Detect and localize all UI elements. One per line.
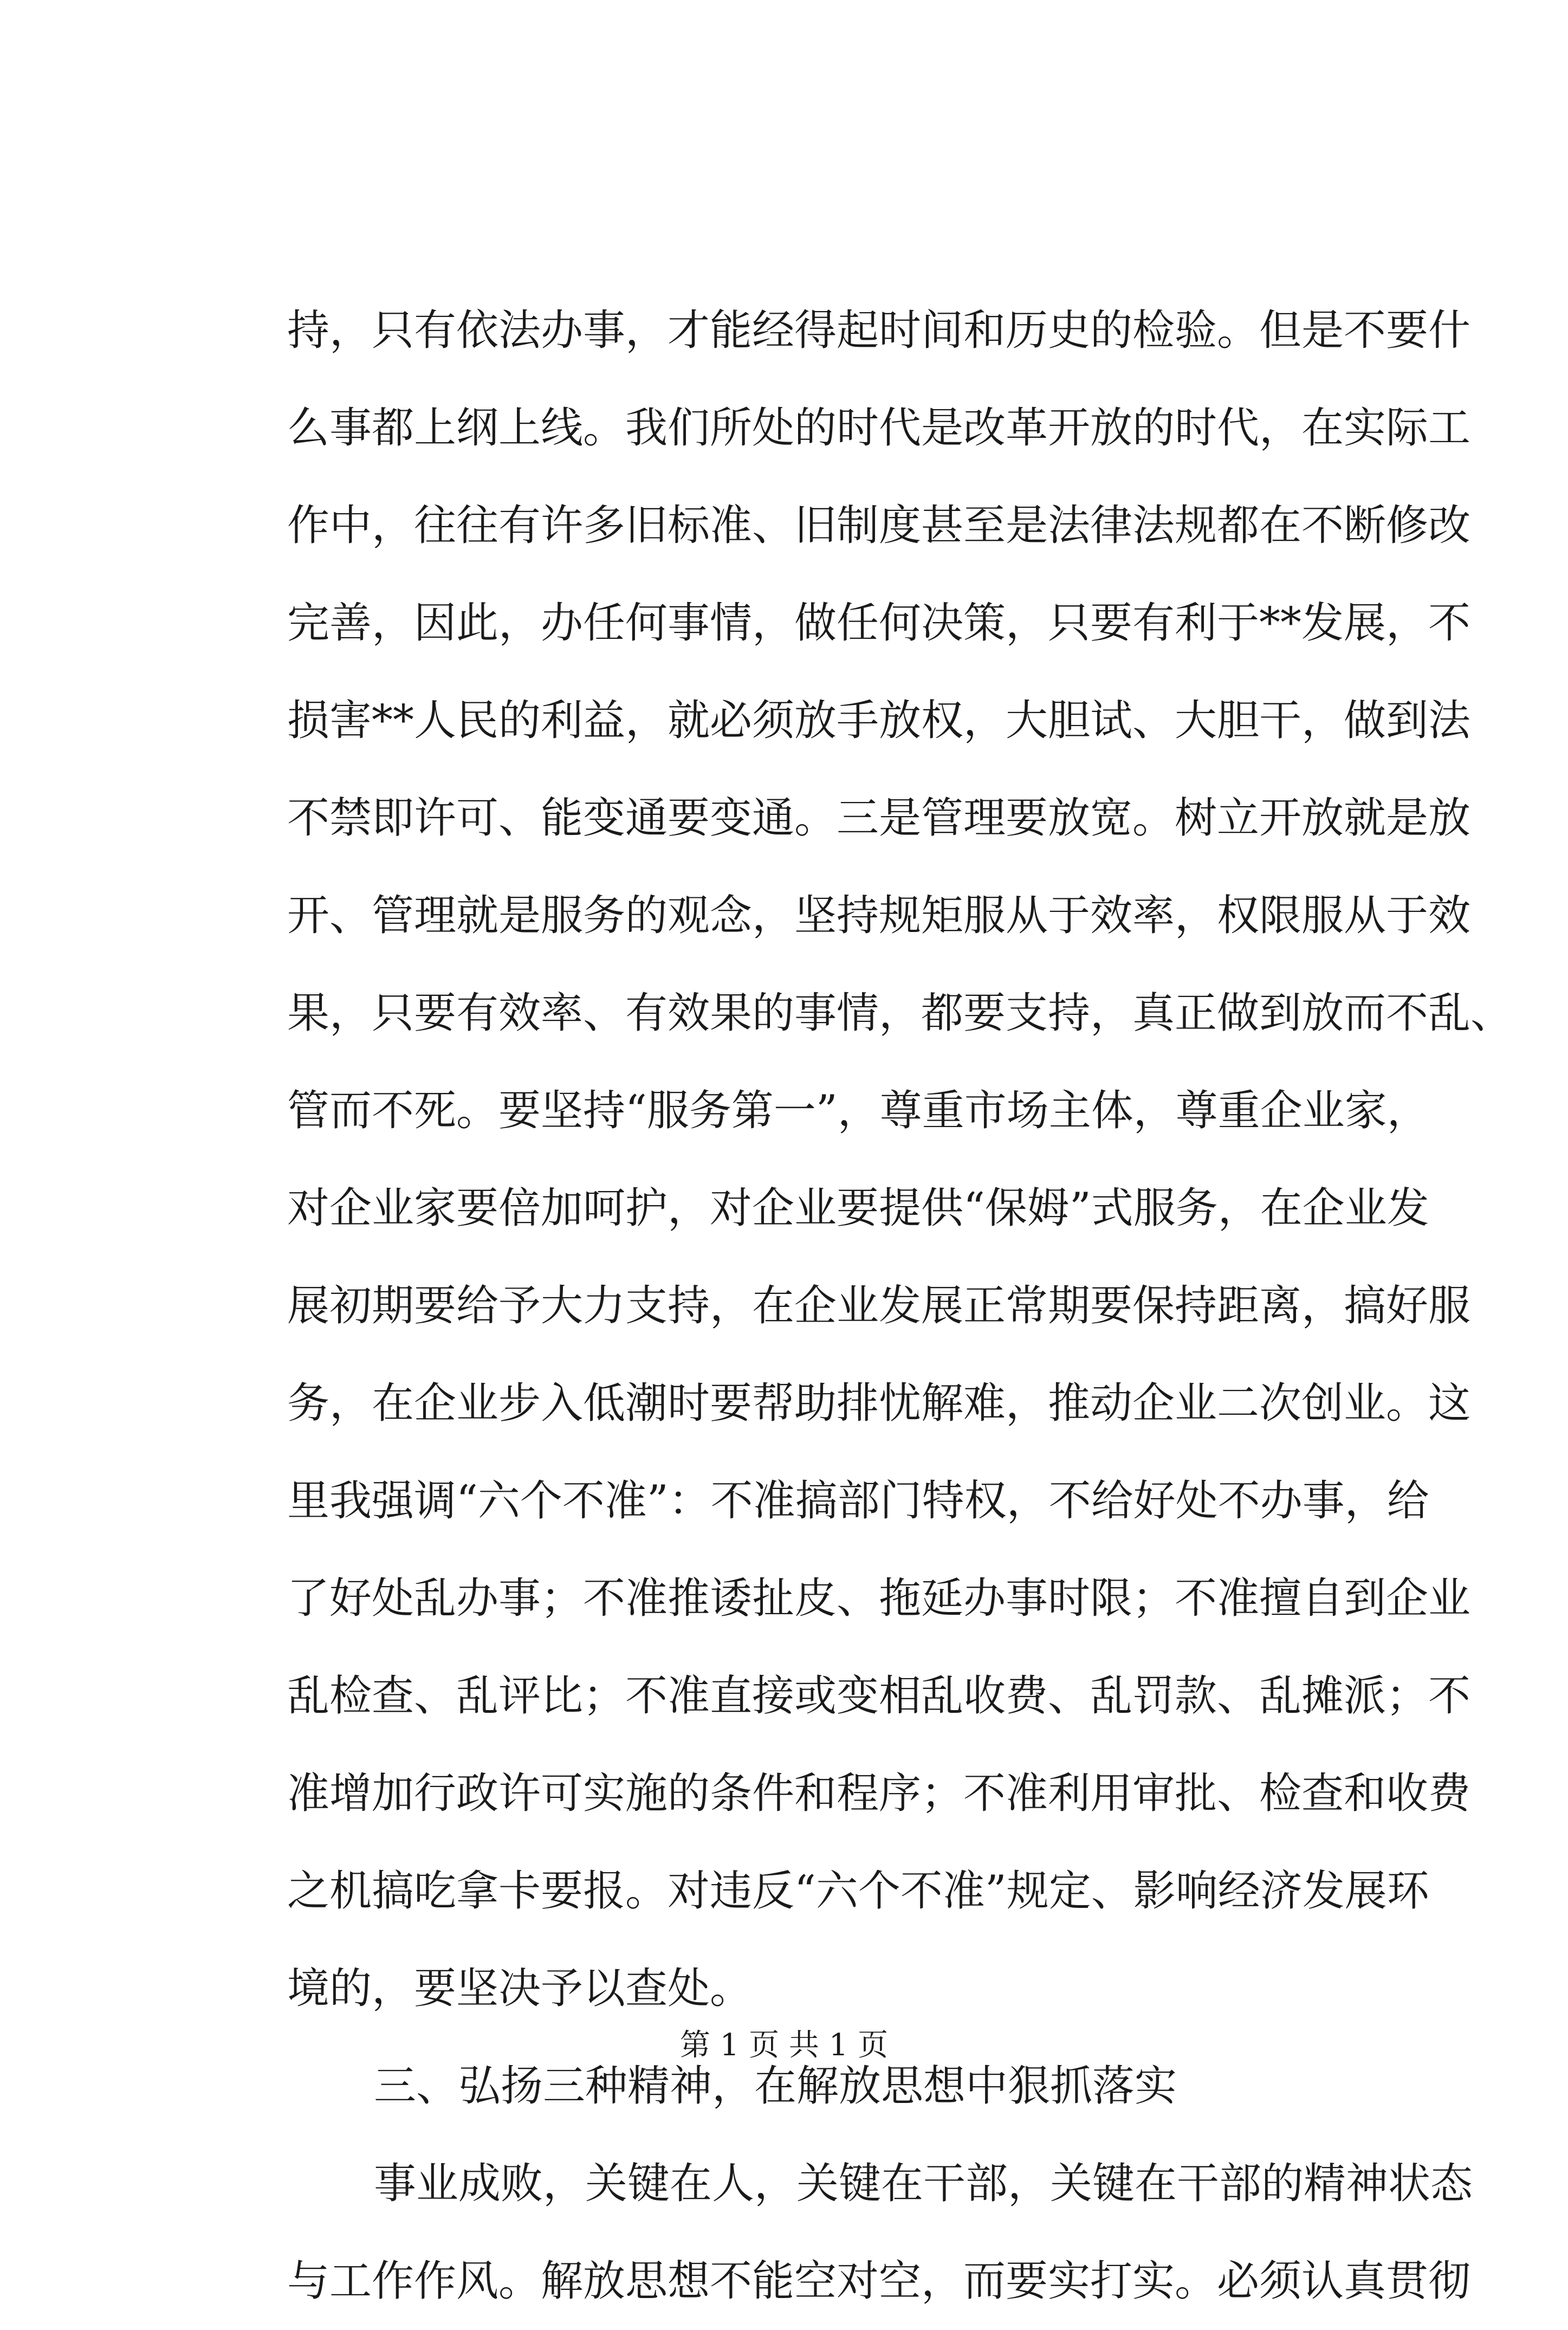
text-line: 准增加行政许可实施的条件和程序；不准利用审批、检查和收费 — [287, 1769, 1471, 1818]
text-line: 境的，要坚决予以查处。 — [287, 1964, 753, 2013]
text-line: 之机搞吃拿卡要报。对违反“六个不准”规定、影响经济发展环 — [287, 1867, 1429, 1915]
text-line: 开、管理就是服务的观念，坚持规矩服从于效率，权限服从于效 — [287, 891, 1471, 940]
text-line: 里我强调“六个不准”：不准搞部门特权，不给好处不办事，给 — [287, 1477, 1429, 1525]
text-line: 事业成败，关键在人，关键在干部，关键在干部的精神状态 — [374, 2159, 1473, 2208]
text-line: 管而不死。要坚持“服务第一”，尊重市场主体，尊重企业家， — [287, 1086, 1429, 1135]
text-line: 持，只有依法办事，才能经得起时间和历史的检验。但是不要什 — [287, 306, 1471, 355]
text-line: 完善，因此，办任何事情，做任何决策，只要有利于**发展，不 — [287, 599, 1471, 648]
document-body — [287, 282, 1513, 2330]
text-line: 乱检查、乱评比；不准直接或变相乱收费、乱罚款、乱摊派；不 — [287, 1672, 1471, 1720]
text-line: 与工作作风。解放思想不能空对空，而要实打实。必须认真贯彻 — [287, 2257, 1471, 2306]
text-line: 作中，往往有许多旧标准、旧制度甚至是法律法规都在不断修改 — [287, 501, 1471, 550]
text-line: 果，只要有效率、有效果的事情，都要支持，真正做到放而不乱、 — [287, 989, 1513, 1038]
text-line: 不禁即许可、能变通要变通。三是管理要放宽。树立开放就是放 — [287, 794, 1471, 843]
text-line: 了好处乱办事；不准推诿扯皮、拖延办事时限；不准擅自到企业 — [287, 1574, 1471, 1623]
text-line: 展初期要给予大力支持，在企业发展正常期要保持距离，搞好服 — [287, 1282, 1471, 1330]
section-heading: 三、弘扬三种精神，在解放思想中狠抓落实 — [374, 2062, 1177, 2111]
text-line: 损害**人民的利益，就必须放手放权，大胆试、大胆干，做到法 — [287, 696, 1471, 745]
page-number-footer: 第 1 页 共 1 页 — [679, 2028, 889, 2063]
text-line: 对企业家要倍加呵护，对企业要提供“保姆”式服务，在企业发 — [287, 1184, 1429, 1233]
text-line: 务，在企业步入低潮时要帮助排忧解难，推动企业二次创业。这 — [287, 1379, 1471, 1428]
text-line: 么事都上纲上线。我们所处的时代是改革开放的时代，在实际工 — [287, 404, 1471, 452]
